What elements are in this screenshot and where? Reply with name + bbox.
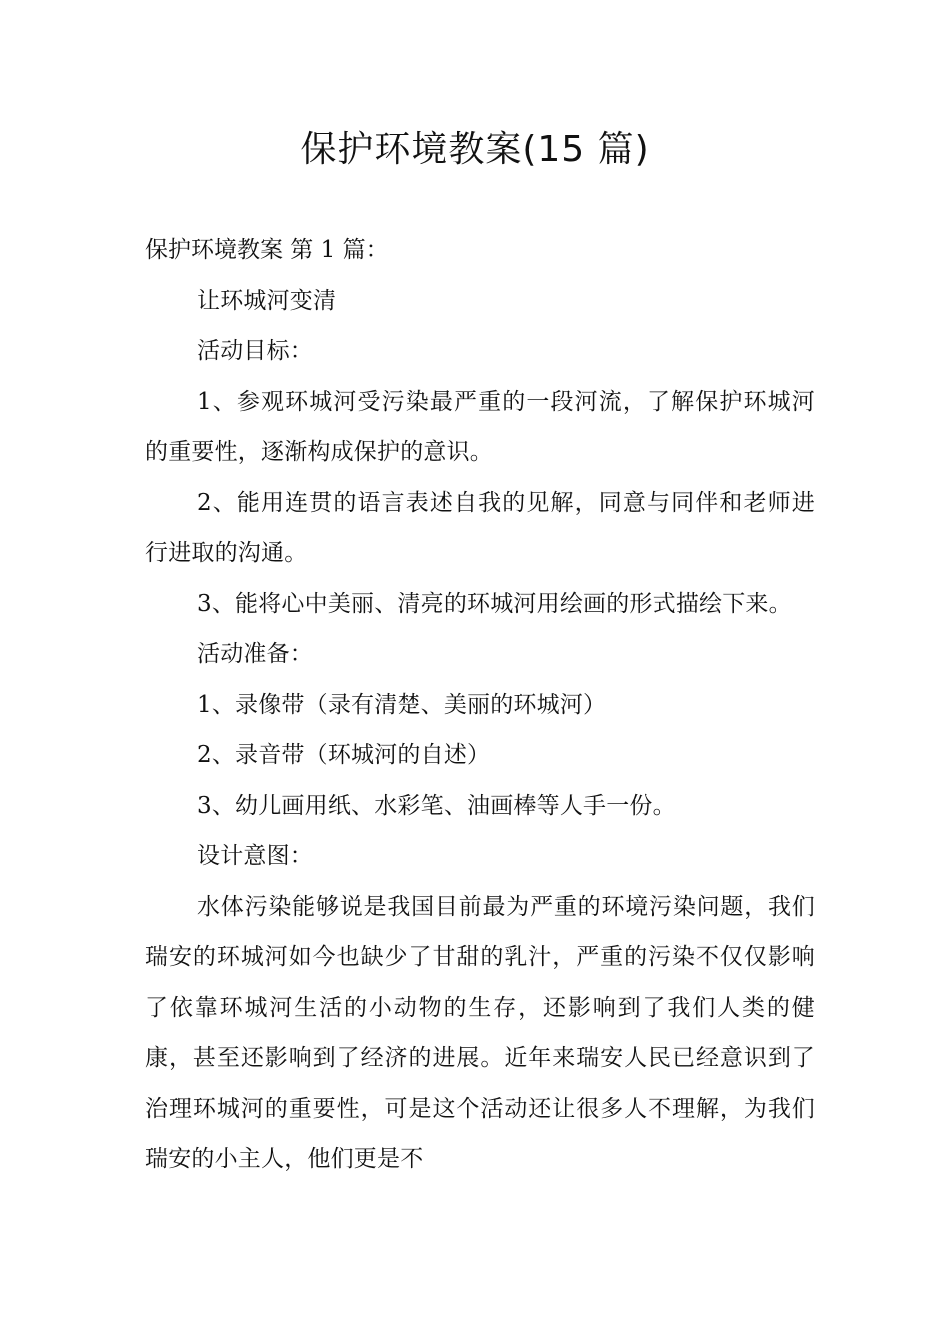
preparation-item-2: 2、录音带（环城河的自述） bbox=[197, 742, 491, 768]
section-heading: 保护环境教案 第 1 篇： bbox=[145, 237, 389, 263]
document-title: 保护环境教案(15 篇) bbox=[300, 129, 650, 170]
lesson-title: 让环城河变清 bbox=[197, 287, 337, 314]
subheading-activity-preparation: 活动准备： bbox=[197, 641, 313, 667]
preparation-item-3: 3、幼儿画用纸、水彩笔、油画棒等人手一份。 bbox=[197, 792, 676, 819]
subheading-activity-goals: 活动目标： bbox=[197, 338, 313, 364]
document-body bbox=[145, 225, 815, 1185]
goal-item-3: 3、能将心中美丽、清亮的环城河用绘画的形式描绘下来。 bbox=[197, 590, 792, 617]
design-intent-paragraph: 水体污染能够说是我国目前最为严重的环境污染问题，我们瑞安的环城河如今也缺少了甘甜的乳汁，严重的污染不仅仅影响了依靠环城河生活的小动物的生存，还影响到了我们人类的健康，甚至还影响到了经济的进展。近年来瑞安人民已经意识到了治理环城河的重要性，可是这个活动还让很多人不理解，为我们瑞安的小主人，他们更是不 bbox=[145, 893, 815, 1172]
goal-item-1: 1、参观环城河受污染最严重的一段河流，了解保护环城河的重要性，逐渐构成保护的意识。 bbox=[145, 388, 815, 465]
goal-item-2: 2、能用连贯的语言表述自我的见解，同意与同伴和老师进行进取的沟通。 bbox=[145, 489, 815, 566]
preparation-item-1: 1、录像带（录有清楚、美丽的环城河） bbox=[197, 691, 607, 718]
subheading-design-intent: 设计意图： bbox=[197, 843, 313, 869]
